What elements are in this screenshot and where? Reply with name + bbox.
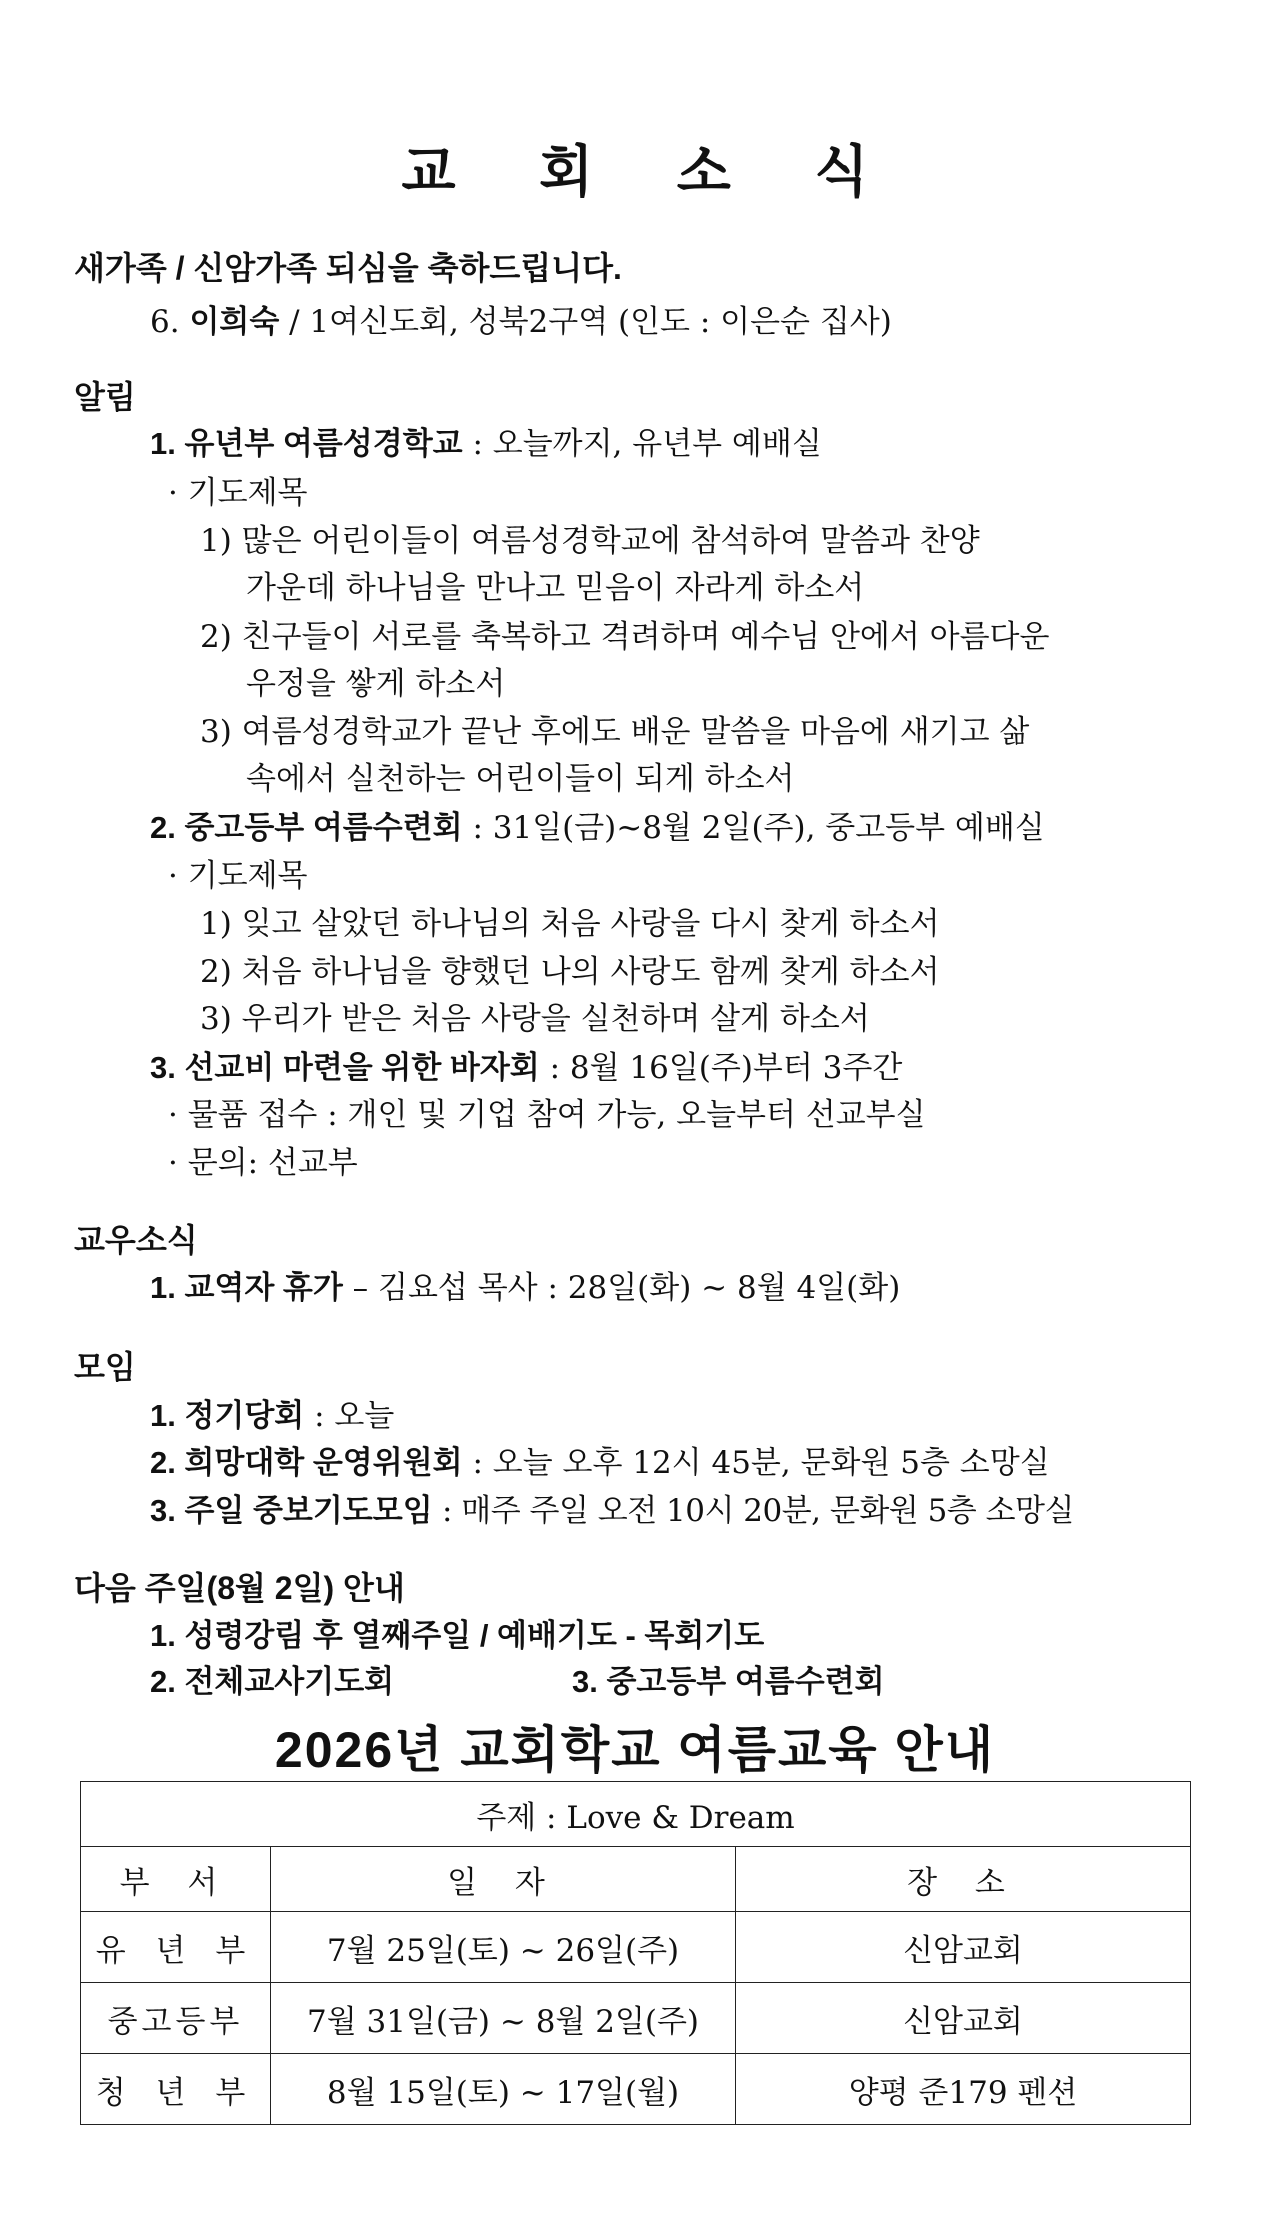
staff-news-heading: 교우소식 <box>74 1222 198 1258</box>
meeting-item-3-title: 3. 주일 중보기도모임 <box>150 1493 433 1528</box>
location-cell: 양평 준179 펜션 <box>736 2054 1191 2125</box>
theme-cell: 주제 : Love & Dream <box>81 1782 1191 1847</box>
entry-name: 이희숙 <box>189 304 280 339</box>
meetings-heading: 모임 <box>74 1349 136 1385</box>
notice-item-2-detail: : 31일(금)~8월 2일(주), 중고등부 예배실 <box>462 810 1045 846</box>
location-cell: 신암교회 <box>736 1912 1191 1983</box>
next-sunday-item-2-text: 2. 전체교사기도회 <box>150 1664 395 1699</box>
notice-item-1-detail: : 오늘까지, 유년부 예배실 <box>462 426 822 462</box>
meeting-item-3-detail: : 매주 주일 오전 10시 20분, 문화원 5층 소망실 <box>432 1493 1074 1529</box>
meeting-item-1 <box>150 1390 394 1435</box>
department-cell: 유 년 부 <box>81 1912 271 1983</box>
prayer-item-cont: 우정을 쌓게 하소서 <box>246 666 506 702</box>
prayer-item: 3) 우리가 받은 처음 사랑을 실천하며 살게 하소서 <box>200 1001 870 1037</box>
prayer-item-cont: 가운데 하나님을 만나고 믿음이 자라게 하소서 <box>246 570 865 606</box>
notices-heading: 알림 <box>74 379 136 415</box>
meeting-item-2-title: 2. 희망대학 운영위원회 <box>150 1445 463 1480</box>
entry-number: 6. <box>150 304 180 340</box>
next-sunday-item-2 <box>150 1656 394 1701</box>
prayer-label: · 기도제목 <box>168 475 308 511</box>
date-cell: 8월 15일(토) ~ 17일(월) <box>271 2054 736 2125</box>
prayer-item-cont: 속에서 실천하는 어린이들이 되게 하소서 <box>246 761 795 797</box>
notice-item-3-title: 3. 선교비 마련을 위한 바자회 <box>150 1050 540 1085</box>
prayer-item: 1) 잊고 살았던 하나님의 처음 사랑을 다시 찾게 하소서 <box>200 906 940 942</box>
page-title: 교 회 소 식 <box>401 140 903 203</box>
meeting-item-1-title: 1. 정기당회 <box>150 1398 305 1433</box>
table-row <box>81 1912 1191 1983</box>
education-table <box>80 1781 1191 2125</box>
date-cell: 7월 31일(금) ~ 8월 2일(주) <box>271 1983 736 2054</box>
staff-news-item-1-title: 1. 교역자 휴가 <box>150 1270 343 1305</box>
date-cell: 7월 25일(토) ~ 26일(주) <box>271 1912 736 1983</box>
education-title: 2026년 교회학교 여름교육 안내 <box>274 1722 996 1778</box>
meeting-item-3 <box>150 1485 1074 1530</box>
notice-item-3 <box>150 1042 902 1087</box>
entry-detail: / 1여신도회, 성북2구역 (인도 : 이은순 집사) <box>279 304 892 340</box>
header-location: 장 소 <box>736 1847 1191 1912</box>
new-family-entry <box>150 296 892 341</box>
prayer-label: · 기도제목 <box>168 858 308 894</box>
header-date: 일 자 <box>271 1847 736 1912</box>
header-department: 부 서 <box>81 1847 271 1912</box>
prayer-item: 1) 많은 어린이들이 여름성경학교에 참석하여 말씀과 찬양 <box>200 523 980 559</box>
location-cell: 신암교회 <box>736 1983 1191 2054</box>
next-sunday-heading: 다음 주일(8월 2일) 안내 <box>74 1570 405 1606</box>
department-cell: 청 년 부 <box>81 2054 271 2125</box>
notice-item-1-title: 1. 유년부 여름성경학교 <box>150 426 463 461</box>
prayer-item: 2) 친구들이 서로를 축복하고 격려하며 예수님 안에서 아름다운 <box>200 619 1050 655</box>
meeting-item-2 <box>150 1437 1050 1482</box>
header-row <box>81 1847 1191 1912</box>
notice-item-2-title: 2. 중고등부 여름수련회 <box>150 810 463 845</box>
next-sunday-item-3-text: 3. 중고등부 여름수련회 <box>572 1664 885 1699</box>
new-family-heading: 새가족 / 신암가족 되심을 축하드립니다. <box>74 250 622 286</box>
prayer-item: 2) 처음 하나님을 향했던 나의 사랑도 함께 찾게 하소서 <box>200 954 940 990</box>
theme-row <box>81 1782 1191 1847</box>
staff-news-item-1 <box>150 1262 900 1307</box>
next-sunday-item-1-text: 1. 성령강림 후 열째주일 / 예배기도 - 목회기도 <box>150 1618 765 1653</box>
meeting-item-1-detail: : 오늘 <box>304 1398 395 1434</box>
bazaar-contact: · 문의: 선교부 <box>168 1145 358 1181</box>
next-sunday-item-1 <box>150 1610 764 1655</box>
meeting-item-2-detail: : 오늘 오후 12시 45분, 문화원 5층 소망실 <box>462 1445 1050 1481</box>
notice-item-1 <box>150 418 822 463</box>
prayer-item: 3) 여름성경학교가 끝난 후에도 배운 말씀을 마음에 새기고 삶 <box>200 714 1030 750</box>
table-row <box>81 1983 1191 2054</box>
staff-news-item-1-detail: – 김요섭 목사 : 28일(화) ~ 8월 4일(화) <box>342 1270 901 1306</box>
department-cell: 중고등부 <box>81 1983 271 2054</box>
notice-item-3-detail: : 8월 16일(주)부터 3주간 <box>539 1050 903 1086</box>
notice-item-2 <box>150 802 1045 847</box>
bazaar-intake: · 물품 접수 : 개인 및 기업 참여 가능, 오늘부터 선교부실 <box>168 1097 926 1133</box>
next-sunday-item-3 <box>572 1656 885 1701</box>
table-row <box>81 2054 1191 2125</box>
